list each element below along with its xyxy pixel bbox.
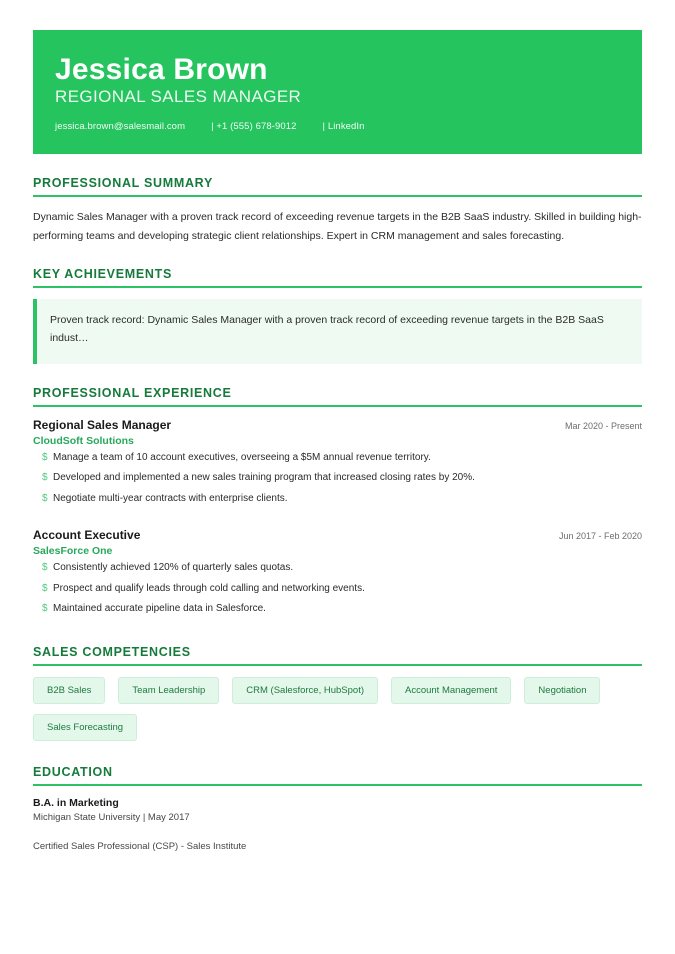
job-company: SalesForce One (33, 545, 113, 558)
dollar-icon: $ (42, 472, 48, 484)
job-bullet-text: Consistently achieved 120% of quarterly sales quotas. (53, 562, 294, 574)
section-sales-competencies (33, 645, 642, 741)
experience-entry (33, 528, 642, 617)
job-bullet (42, 582, 642, 597)
skill-chip: Account Management (391, 677, 511, 704)
dollar-icon: $ (42, 582, 48, 594)
job-bullet-list (33, 561, 642, 617)
job-dates: Mar 2020 - Present (564, 420, 642, 431)
resume-header-banner (33, 30, 642, 154)
skill-chip: CRM (Salesforce, HubSpot) (232, 677, 378, 704)
skill-chip: Team Leadership (118, 677, 219, 704)
contact-line (55, 121, 620, 132)
contact-email[interactable]: jessica.brown@salesmail.com (55, 121, 186, 133)
section-heading-skills: SALES COMPETENCIES (33, 644, 191, 659)
education-institution: Michigan State University | May 2017 (33, 811, 190, 823)
job-bullet-text: Maintained accurate pipeline data in Salesforce. (53, 603, 266, 615)
skill-chip: B2B Sales (33, 677, 105, 704)
section-heading-education: EDUCATION (33, 764, 113, 779)
job-bullet (42, 492, 642, 507)
job-role: Account Executive (33, 528, 141, 543)
certification-line: Certified Sales Professional (CSP) - Sales Institute (33, 840, 247, 852)
experience-entry (33, 418, 642, 507)
skill-chip: Sales Forecasting (33, 714, 137, 741)
section-professional-experience (33, 386, 642, 617)
skill-chip-list (33, 677, 642, 741)
job-company: CloudSoft Solutions (33, 434, 134, 447)
section-divider-skills (33, 664, 642, 666)
job-bullet-text: Prospect and qualify leads through cold calling and networking events. (53, 582, 365, 594)
job-dates: Jun 2017 - Feb 2020 (558, 531, 642, 542)
dollar-icon: $ (42, 492, 48, 504)
section-divider-summary (33, 195, 642, 197)
contact-phone[interactable]: | +1 (555) 678-9012 (211, 121, 297, 133)
job-bullet-text: Manage a team of 10 account executives, overseeing a $5M annual revenue territory. (53, 451, 431, 463)
candidate-title: REGIONAL SALES MANAGER (55, 86, 302, 106)
job-role: Regional Sales Manager (33, 417, 172, 432)
section-heading-achievements: KEY ACHIEVEMENTS (33, 267, 173, 282)
candidate-name: Jessica Brown (55, 53, 268, 86)
section-education (33, 765, 642, 852)
section-divider-achievements (33, 286, 642, 288)
job-bullet (42, 602, 642, 617)
job-bullet-text: Developed and implemented a new sales training program that increased closing rates by 20%. (53, 472, 475, 484)
experience-entry-header (33, 528, 642, 542)
dollar-icon: $ (42, 562, 48, 574)
job-bullet (42, 471, 642, 486)
summary-text: Dynamic Sales Manager with a proven track record of exceeding revenue targets in the B2B SaaS industry. Skilled in building high-performing teams and developing strategic client relationships. Expert in CRM management and sales forecasting. (33, 211, 642, 242)
section-heading-summary: PROFESSIONAL SUMMARY (33, 176, 213, 191)
job-bullet-list (33, 451, 642, 507)
skill-chip: Negotiation (524, 677, 600, 704)
job-bullet-text: Negotiate multi-year contracts with enterprise clients. (53, 492, 288, 504)
contact-linkedin[interactable]: | LinkedIn (322, 121, 365, 133)
achievement-item: Proven track record: Dynamic Sales Manager with a proven track record of exceeding revenue targets in the B2B SaaS indust… (50, 314, 604, 345)
education-degree: B.A. in Marketing (33, 796, 119, 809)
achievement-callout (33, 299, 642, 364)
section-professional-summary (33, 176, 642, 245)
dollar-icon: $ (42, 451, 48, 463)
job-bullet (42, 561, 642, 576)
section-key-achievements (33, 267, 642, 364)
section-divider-experience (33, 405, 642, 407)
experience-entry-header (33, 418, 642, 432)
section-heading-experience: PROFESSIONAL EXPERIENCE (33, 385, 232, 400)
section-divider-education (33, 784, 642, 786)
job-bullet (42, 451, 642, 466)
dollar-icon: $ (42, 603, 48, 615)
